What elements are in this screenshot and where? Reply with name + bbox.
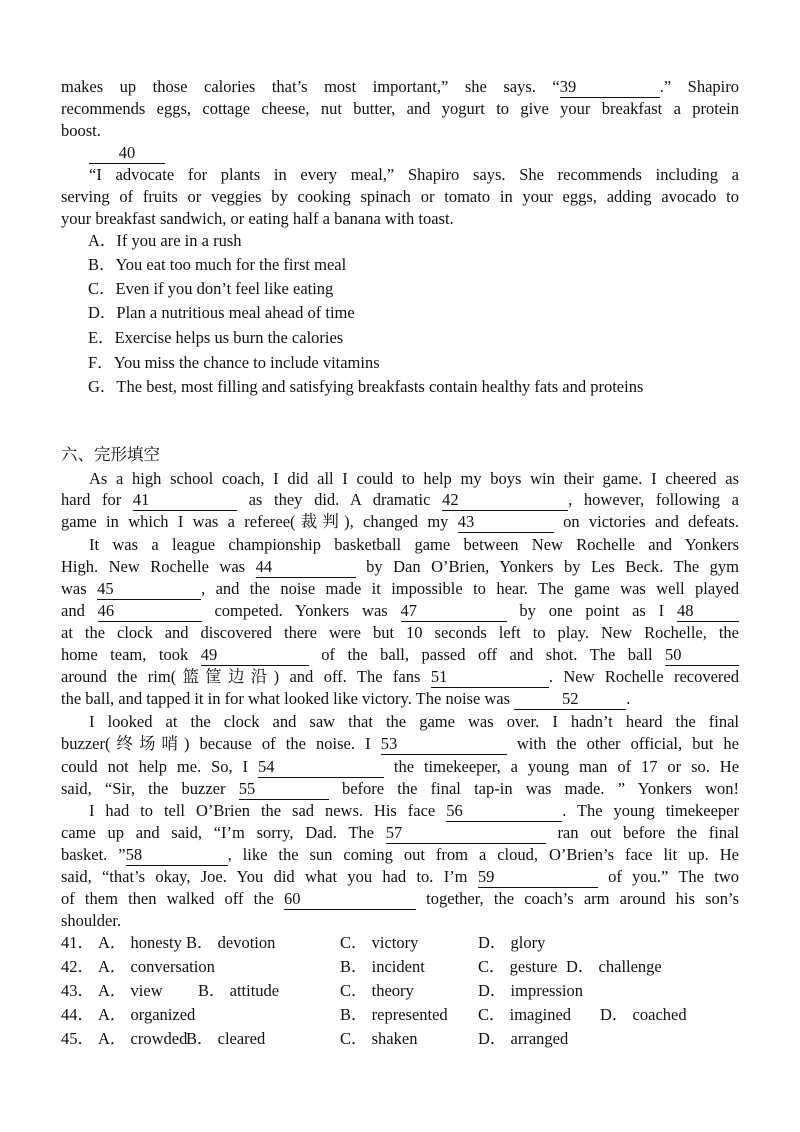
option-text: Exercise helps us burn the calories [114, 328, 344, 347]
cloze-line [61, 578, 739, 600]
text: and [61, 601, 85, 620]
text: could not help me. So, I [61, 757, 249, 776]
choice-b[interactable]: B． represented [340, 1005, 448, 1024]
cloze-line [61, 778, 739, 800]
blank-47[interactable]: 47 [401, 602, 507, 622]
option-letter: E． [88, 328, 115, 347]
cloze-line [61, 688, 739, 710]
choice-d[interactable]: D． arranged [478, 1029, 569, 1048]
choice-b[interactable]: B． cleared [186, 1029, 266, 1048]
text: , however, following a [568, 490, 739, 509]
blank-42[interactable]: 42 [442, 491, 568, 511]
option-letter: B． [88, 255, 116, 274]
option-c [88, 278, 333, 300]
blank-41[interactable]: 41 [133, 491, 237, 511]
passage-line: “I advocate for plants in every meal,” Shapiro says. She recommends including a [89, 165, 739, 184]
cloze-line [61, 511, 739, 533]
choice-d[interactable]: D． challenge [566, 957, 662, 976]
option-letter: D． [88, 303, 117, 322]
choice-d[interactable]: D． glory [478, 933, 546, 952]
passage-line: serving of fruits or veggies by cooking spinach or tomato in your eggs, adding avocado to [61, 187, 739, 206]
blank-54[interactable]: 54 [258, 758, 384, 778]
blank-40[interactable]: 40 [89, 144, 165, 164]
cloze-line [61, 756, 739, 778]
text: on victories and defeats. [563, 512, 740, 531]
option-letter: C． [88, 279, 116, 298]
option-letter: G． [88, 377, 117, 396]
text: was [61, 579, 87, 598]
text: competed. Yonkers was [214, 601, 388, 620]
cloze-line: It was a league championship basketball game between New Rochelle and Yonkers [89, 535, 739, 554]
cloze-line [61, 600, 739, 622]
blank-60[interactable]: 60 [284, 890, 416, 910]
option-text: Plan a nutritious meal ahead of time [116, 303, 355, 322]
option-b [88, 254, 346, 276]
cloze-line: I looked at the clock and saw that the game was over. I hadn’t heard the final [89, 712, 739, 731]
passage-line [61, 76, 739, 98]
cloze-line [61, 800, 739, 822]
question-number: 45． [61, 1029, 94, 1048]
option-a [88, 230, 242, 252]
cloze-line [61, 733, 739, 755]
question-number: 41． [61, 933, 94, 952]
option-letter: A． [88, 231, 117, 250]
choice-a[interactable]: A． view [98, 981, 163, 1000]
option-text: If you are in a rush [116, 231, 242, 250]
cloze-line [61, 844, 739, 866]
choice-a[interactable]: A． crowded [98, 1029, 188, 1048]
cloze-line [61, 822, 739, 844]
text: by Dan O’Brien, Yonkers by Les Beck. The gym [366, 557, 740, 576]
text: of the ball, passed off and shot. The ball [321, 645, 653, 664]
blank-57[interactable]: 57 [386, 824, 546, 844]
choice-b[interactable]: B． devotion [186, 933, 276, 952]
blank-49[interactable]: 49 [201, 646, 309, 666]
option-e [88, 327, 343, 349]
option-text: Even if you don’t feel like eating [115, 279, 334, 298]
option-d [88, 302, 355, 324]
choice-c[interactable]: C． victory [340, 933, 419, 952]
blank-56[interactable]: 56 [446, 802, 562, 822]
text: . The young timekeeper [562, 801, 739, 820]
choice-c[interactable]: C． gesture [478, 957, 558, 976]
option-g [88, 376, 643, 398]
question-number: 42． [61, 957, 94, 976]
choice-a[interactable]: A． organized [98, 1005, 196, 1024]
choice-b[interactable]: B． attitude [198, 981, 280, 1000]
text: game in which I was a referee(裁判), changed my [61, 512, 449, 531]
text: makes up those calories that’s most important,” she says. “ [61, 77, 560, 96]
choice-d[interactable]: D． impression [478, 981, 583, 1000]
passage-line: recommends eggs, cottage cheese, nut butter, and yogurt to give your breakfast a protein [61, 99, 739, 118]
text: with the other official, but he [516, 734, 739, 753]
blank-58[interactable]: 58 [126, 846, 228, 866]
option-text: The best, most filling and satisfying breakfasts contain healthy fats and proteins [116, 377, 644, 396]
text: the timekeeper, a young man of 17 or so. He [393, 757, 740, 776]
blank-48[interactable]: 48 [677, 602, 739, 622]
blank-51[interactable]: 51 [431, 668, 549, 688]
passage-line: boost. [61, 121, 101, 140]
blank-46[interactable]: 46 [98, 602, 202, 622]
text: basket. ” [61, 845, 126, 864]
blank-53[interactable]: 53 [381, 735, 507, 755]
text: the ball, and tapped it in for what looked like victory. The noise was [61, 689, 511, 708]
option-f [88, 352, 380, 374]
text: . New Rochelle recovered [548, 667, 739, 686]
text: I had to tell O’Brien the sad news. His face [89, 801, 436, 820]
text: before the final tap-in was made. ” Yonkers won! [341, 779, 740, 798]
cloze-line [61, 888, 739, 910]
text: hard for [61, 490, 122, 509]
blank-43[interactable]: 43 [458, 513, 554, 533]
text: of them then walked off the [61, 889, 274, 908]
cloze-line: at the clock and discovered there were but 10 seconds left to play. New Rochelle, the [61, 623, 739, 642]
text: came up and said, “I’m sorry, Dad. The [61, 823, 374, 842]
text: of you.” The two [608, 867, 740, 886]
blank-52[interactable]: 52 [514, 690, 626, 710]
question-number: 43． [61, 981, 94, 1000]
text: . [626, 689, 631, 708]
section-title: 六、完形填空 [61, 445, 160, 464]
passage-line [61, 142, 739, 164]
choice-c[interactable]: C． imagined [478, 1005, 572, 1024]
blank-50[interactable]: 50 [665, 646, 739, 666]
cloze-line [61, 489, 739, 511]
choice-a[interactable]: A． conversation [98, 957, 215, 976]
passage-line: your breakfast sandwich, or eating half a banana with toast. [61, 209, 454, 228]
option-letter: F． [88, 353, 114, 372]
cloze-line [61, 666, 739, 688]
text: around the rim(篮筐边沿) and off. The fans [61, 667, 421, 686]
blank-59[interactable]: 59 [478, 868, 598, 888]
cloze-line [61, 644, 739, 666]
choice-a[interactable]: A． honesty [98, 933, 182, 952]
option-text: You miss the chance to include vitamins [113, 353, 380, 372]
cloze-line: As a high school coach, I did all I could to help my boys win their game. I cheered as [89, 469, 739, 488]
text: said, “Sir, the buzzer [61, 779, 226, 798]
text: said, “that’s okay, Joe. You did what you had to. I’m [61, 867, 468, 886]
cloze-line [61, 556, 739, 578]
text: as they did. A dramatic [248, 490, 431, 509]
blank-55[interactable]: 55 [239, 780, 329, 800]
cloze-line [61, 866, 739, 888]
text: by one point as I [519, 601, 665, 620]
text: ran out before the final [557, 823, 740, 842]
choice-b[interactable]: B． incident [340, 957, 425, 976]
text: buzzer(终场哨) because of the noise. I [61, 734, 371, 753]
text: High. New Rochelle was [61, 557, 246, 576]
choice-c[interactable]: C． shaken [340, 1029, 418, 1048]
blank-44[interactable]: 44 [256, 558, 356, 578]
blank-39[interactable]: 39 [560, 78, 660, 98]
text: , like the sun coming out from a cloud, O’Brien’s face lit up. He [227, 845, 740, 864]
text: home team, took [61, 645, 189, 664]
option-text: You eat too much for the first meal [115, 255, 347, 274]
blank-45[interactable]: 45 [97, 580, 201, 600]
choice-c[interactable]: C． theory [340, 981, 414, 1000]
choice-d[interactable]: D． coached [600, 1005, 687, 1024]
text: together, the coach’s arm around his son’s [426, 889, 740, 908]
question-number: 44． [61, 1005, 94, 1024]
text: .” Shapiro [659, 77, 739, 96]
text: , and the noise made it impossible to hear. The game was well played [201, 579, 739, 598]
cloze-line: shoulder. [61, 911, 122, 930]
